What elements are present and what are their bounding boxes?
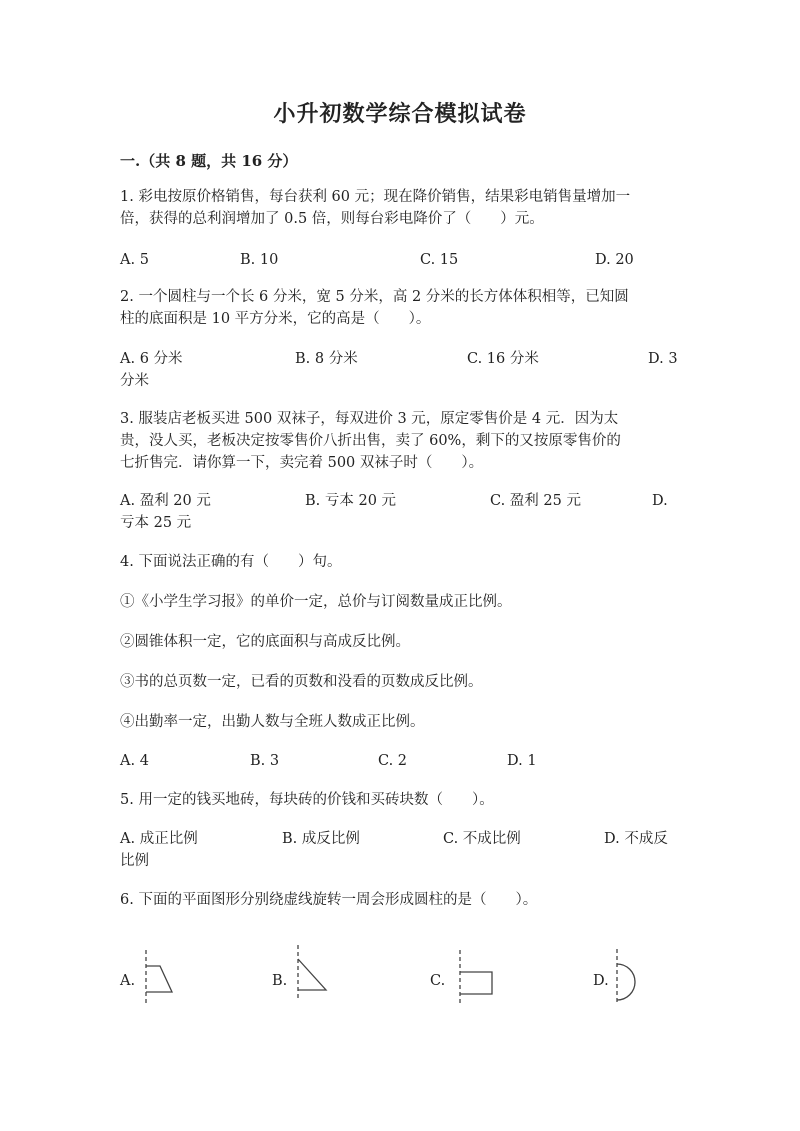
question-6-option-b[interactable]	[272, 945, 352, 1015]
section-heading: 一.（共 8 题，共 16 分）	[120, 152, 298, 170]
question-4-option-c[interactable]: C. 2	[378, 753, 408, 769]
question-3-option-d-wrap: 亏本 25 元	[120, 515, 192, 531]
question-1-line-1: 1. 彩电按原价格销售，每台获利 60 元；现在降价销售，结果彩电销售量增加一	[120, 189, 631, 205]
question-4-statement-1: ①《小学生学习报》的单价一定，总价与订阅数量成正比例。	[120, 594, 512, 610]
question-6-option-b-label: B.	[272, 973, 288, 989]
question-3-line-2: 贵，没人买，老板决定按零售价八折出售，卖了 60%，剩下的又按原零售价的	[120, 433, 621, 449]
question-2-option-d-wrap: 分米	[120, 373, 149, 389]
question-2-option-a[interactable]: A. 6 分米	[120, 351, 183, 367]
question-3-option-a[interactable]: A. 盈利 20 元	[120, 493, 211, 509]
question-5-option-d[interactable]: D. 不成反	[604, 831, 668, 847]
trapezoid-icon	[140, 950, 200, 1010]
question-4-statement-4: ④出勤率一定，出勤人数与全班人数成正比例。	[120, 714, 425, 730]
question-1-option-d[interactable]: D. 20	[595, 252, 634, 268]
question-1-option-b[interactable]: B. 10	[240, 252, 279, 268]
question-2-stem	[120, 286, 680, 330]
rectangle-icon	[454, 950, 514, 1010]
question-6-option-d-label: D.	[593, 973, 609, 989]
question-1-stem	[120, 186, 680, 230]
question-5-option-a[interactable]: A. 成正比例	[120, 831, 198, 847]
question-4-option-d[interactable]: D. 1	[507, 753, 537, 769]
question-4-stem: 4. 下面说法正确的有（ ）句。	[120, 554, 342, 570]
question-5-option-d-wrap: 比例	[120, 853, 149, 869]
question-5-option-c[interactable]: C. 不成比例	[443, 831, 521, 847]
question-1-line-2: 倍，获得的总利润增加了 0.5 倍，则每台彩电降价了（ ）元。	[120, 211, 544, 227]
question-2-line-2: 柱的底面积是 10 平方分米，它的高是（ ）。	[120, 311, 431, 327]
question-4-option-b[interactable]: B. 3	[250, 753, 280, 769]
question-5-option-b[interactable]: B. 成反比例	[282, 831, 360, 847]
question-2-line-1: 2. 一个圆柱与一个长 6 分米，宽 5 分米，高 2 分米的长方体体积相等，已知圆	[120, 289, 629, 305]
question-3-option-c[interactable]: C. 盈利 25 元	[490, 493, 581, 509]
question-6-options	[120, 945, 680, 1015]
question-6-option-a[interactable]	[120, 945, 200, 1015]
question-3-option-b[interactable]: B. 亏本 20 元	[305, 493, 397, 509]
question-3-option-d[interactable]: D.	[652, 493, 668, 509]
question-1-option-a[interactable]: A. 5	[120, 252, 149, 268]
triangle-icon	[292, 945, 352, 1005]
question-3-stem	[120, 408, 680, 474]
question-3-options	[120, 490, 680, 534]
page-title: 小升初数学综合模拟试卷	[273, 101, 527, 127]
question-4-option-a[interactable]: A. 4	[120, 753, 149, 769]
question-2-options	[120, 348, 680, 392]
question-4-options	[120, 750, 680, 794]
question-2-option-d[interactable]: D. 3	[648, 351, 678, 367]
question-4-statement-3: ③书的总页数一定，已看的页数和没看的页数成反比例。	[120, 674, 483, 690]
question-4-statement-2: ②圆锥体积一定，它的底面积与高成反比例。	[120, 634, 410, 650]
question-6-stem: 6. 下面的平面图形分别绕虚线旋转一周会形成圆柱的是（ ）。	[120, 892, 538, 908]
question-1-option-c[interactable]: C. 15	[420, 252, 459, 268]
question-6-option-d[interactable]	[593, 945, 673, 1015]
question-3-line-3: 七折售完．请你算一下，卖完着 500 双袜子时（ ）。	[120, 455, 484, 471]
semicircle-icon	[611, 949, 671, 1009]
question-3-line-1: 3. 服装店老板买进 500 双袜子，每双进价 3 元，原定零售价是 4 元．因为太	[120, 411, 619, 427]
question-6-option-c[interactable]	[430, 945, 520, 1015]
question-5-options	[120, 828, 680, 872]
question-6-option-a-label: A.	[120, 973, 136, 989]
question-5-stem: 5. 用一定的钱买地砖，每块砖的价钱和买砖块数（ ）。	[120, 792, 494, 808]
question-2-option-b[interactable]: B. 8 分米	[295, 351, 358, 367]
question-6-option-c-label: C.	[430, 973, 446, 989]
question-2-option-c[interactable]: C. 16 分米	[467, 351, 539, 367]
